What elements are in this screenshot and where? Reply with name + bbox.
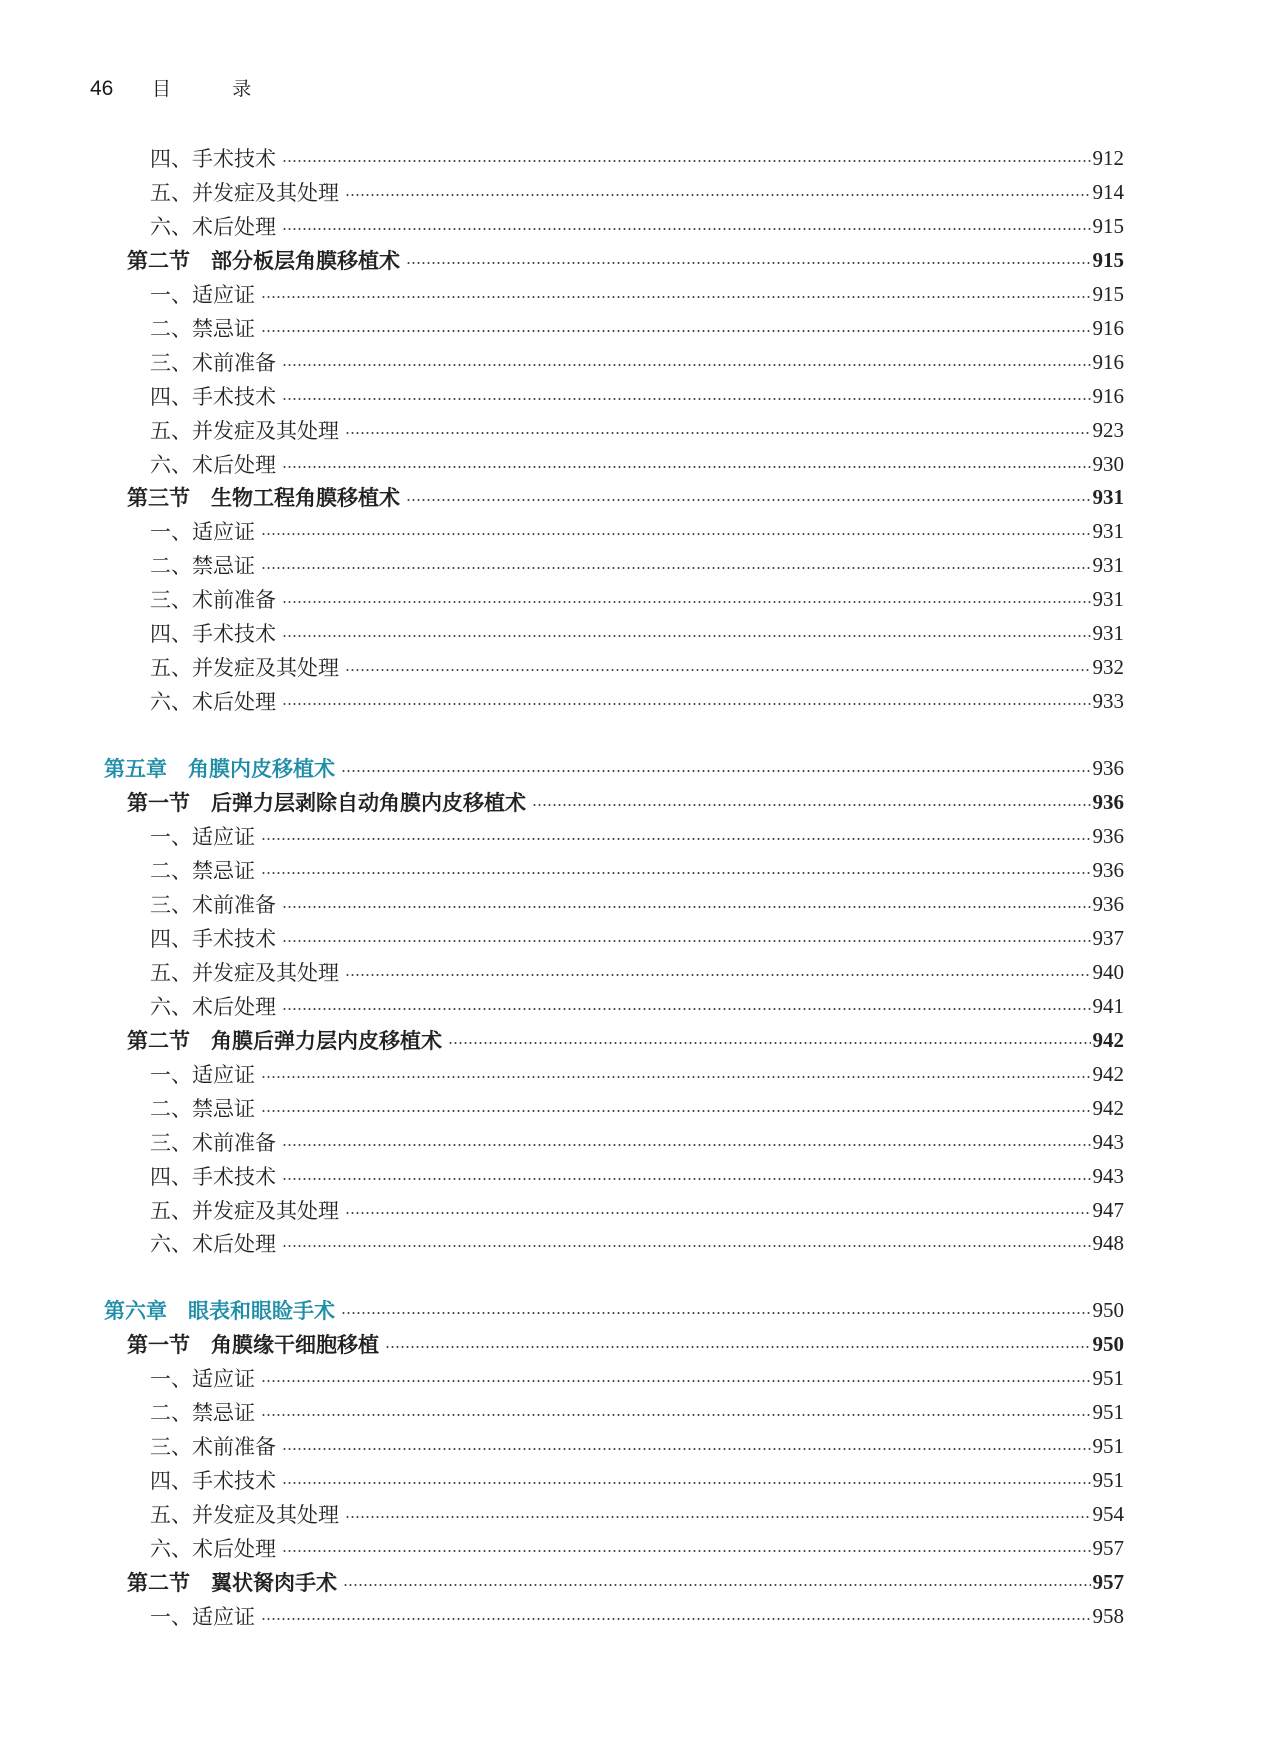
toc-entry-page: 915	[1092, 247, 1124, 272]
toc-section-entry	[127, 243, 1124, 277]
toc-entry-page: 936	[1092, 755, 1124, 780]
toc-item-entry	[150, 1057, 1124, 1091]
toc-entry-page: 931	[1092, 586, 1124, 611]
toc-item-entry	[150, 887, 1124, 921]
dot-leader	[261, 838, 1091, 840]
toc-entry-title: 二、禁忌证	[150, 859, 255, 883]
toc-item-entry	[150, 1159, 1124, 1193]
dot-leader	[282, 1550, 1091, 1552]
toc-entry-title: 一、适应证	[150, 520, 255, 544]
dot-leader	[345, 974, 1091, 976]
toc-entry-title: 三、术前准备	[150, 1131, 276, 1155]
dot-leader	[282, 1448, 1091, 1450]
toc-item-entry	[150, 175, 1124, 209]
toc-item-entry	[150, 650, 1124, 684]
toc-entry-title: 六、术后处理	[150, 215, 276, 239]
toc-item-entry	[150, 447, 1124, 481]
toc-entry-page: 916	[1092, 383, 1124, 408]
dot-leader	[282, 1245, 1091, 1247]
dot-leader	[282, 703, 1091, 705]
toc-entry-page: 942	[1092, 1061, 1124, 1086]
toc-item-entry	[150, 514, 1124, 548]
toc-entry-title: 三、术前准备	[150, 588, 276, 612]
page-number: 46	[90, 77, 114, 100]
toc-entry-page: 951	[1092, 1433, 1124, 1458]
dot-leader	[261, 1414, 1091, 1416]
toc-item-entry	[150, 277, 1124, 311]
toc-entry-title: 四、手术技术	[150, 927, 276, 951]
toc-entry-title: 第三节 生物工程角膜移植术	[127, 485, 400, 510]
toc-item-entry	[150, 1497, 1124, 1531]
toc-entry-page: 916	[1092, 315, 1124, 340]
toc-entry-page: 954	[1092, 1501, 1124, 1526]
toc-entry-page: 950	[1092, 1297, 1124, 1322]
dot-leader	[261, 567, 1091, 569]
toc-item-entry	[150, 548, 1124, 582]
toc-entry-title: 第二节 角膜后弹力层内皮移植术	[127, 1028, 442, 1053]
toc-entry-page: 937	[1092, 925, 1124, 950]
dot-leader	[282, 1178, 1091, 1180]
dot-leader	[282, 1144, 1091, 1146]
toc-item-entry	[150, 209, 1124, 243]
toc-item-entry	[150, 1193, 1124, 1227]
toc-item-entry	[150, 921, 1124, 955]
toc-entry-page: 941	[1092, 993, 1124, 1018]
dot-leader	[261, 296, 1091, 298]
toc-entry-page: 914	[1092, 179, 1124, 204]
toc-entry-title: 五、并发症及其处理	[150, 656, 339, 680]
toc-entry-title: 一、适应证	[150, 1605, 255, 1629]
toc-entry-title: 二、禁忌证	[150, 554, 255, 578]
toc-item-entry	[150, 1091, 1124, 1125]
toc-entry-page: 931	[1092, 518, 1124, 543]
toc-entry-page: 936	[1092, 789, 1124, 814]
toc-entry-page: 948	[1092, 1230, 1124, 1255]
toc-item-entry	[150, 1125, 1124, 1159]
toc-entry-title: 六、术后处理	[150, 1232, 276, 1256]
toc-entry-title: 五、并发症及其处理	[150, 1503, 339, 1527]
dot-leader	[345, 194, 1091, 196]
toc-item-entry	[150, 1395, 1124, 1429]
toc-item-entry	[150, 141, 1124, 175]
toc-entry-title: 第五章 角膜内皮移植术	[104, 757, 335, 781]
dot-leader	[261, 330, 1091, 332]
toc-entry-page: 932	[1092, 654, 1124, 679]
dot-leader	[282, 228, 1091, 230]
toc-entry-page: 936	[1092, 891, 1124, 916]
toc-chapter-entry	[104, 751, 1124, 785]
toc-entry-title: 二、禁忌证	[150, 1401, 255, 1425]
toc-entry-title: 第六章 眼表和眼睑手术	[104, 1299, 335, 1323]
dot-leader	[341, 770, 1091, 772]
toc-entry-page: 957	[1092, 1569, 1124, 1594]
dot-leader	[282, 398, 1091, 400]
toc-entry-page: 916	[1092, 349, 1124, 374]
toc-entry-title: 三、术前准备	[150, 351, 276, 375]
dot-leader	[345, 1212, 1091, 1214]
toc-item-entry	[150, 955, 1124, 989]
dot-leader	[532, 804, 1091, 806]
dot-leader	[406, 262, 1091, 264]
toc-section-entry	[127, 785, 1124, 819]
toc-section-entry	[127, 1327, 1124, 1361]
toc-chapter-entry	[104, 1293, 1124, 1327]
toc-entry-page: 931	[1092, 552, 1124, 577]
dot-leader	[261, 533, 1091, 535]
toc-entry-page: 940	[1092, 959, 1124, 984]
dot-leader	[261, 1618, 1091, 1620]
dot-leader	[261, 1076, 1091, 1078]
toc-item-entry	[150, 1599, 1124, 1633]
toc-entry-title: 二、禁忌证	[150, 1097, 255, 1121]
toc-entry-page: 951	[1092, 1399, 1124, 1424]
toc-entry-title: 一、适应证	[150, 825, 255, 849]
dot-leader	[282, 635, 1091, 637]
dot-leader	[341, 1312, 1091, 1314]
toc-entry-page: 933	[1092, 688, 1124, 713]
toc-entry-title: 五、并发症及其处理	[150, 419, 339, 443]
toc-entry-page: 936	[1092, 823, 1124, 848]
toc-entry-title: 六、术后处理	[150, 1537, 276, 1561]
toc-item-entry	[150, 1429, 1124, 1463]
toc-item-entry	[150, 684, 1124, 718]
toc-entry-title: 第二节 部分板层角膜移植术	[127, 248, 400, 273]
dot-leader	[282, 940, 1091, 942]
toc-entry-title: 三、术前准备	[150, 1435, 276, 1459]
dot-leader	[343, 1584, 1091, 1586]
toc-section-entry	[127, 1565, 1124, 1599]
toc-entry-title: 一、适应证	[150, 1063, 255, 1087]
toc-entry-title: 第二节 翼状胬肉手术	[127, 1570, 337, 1595]
dot-leader	[282, 364, 1091, 366]
toc-entry-title: 四、手术技术	[150, 1165, 276, 1189]
toc-section-entry	[127, 1023, 1124, 1057]
toc-entry-page: 923	[1092, 417, 1124, 442]
toc-item-entry	[150, 413, 1124, 447]
toc-entry-page: 943	[1092, 1163, 1124, 1188]
toc-item-entry	[150, 1361, 1124, 1395]
dot-leader	[282, 1008, 1091, 1010]
toc-entry-title: 三、术前准备	[150, 893, 276, 917]
toc-entry-page: 958	[1092, 1603, 1124, 1628]
toc-item-entry	[150, 379, 1124, 413]
dot-leader	[261, 1110, 1091, 1112]
toc-entry-title: 六、术后处理	[150, 453, 276, 477]
toc-entry-page: 957	[1092, 1535, 1124, 1560]
toc-entry-title: 四、手术技术	[150, 147, 276, 171]
dot-leader	[282, 160, 1091, 162]
toc-entry-title: 第一节 后弹力层剥除自动角膜内皮移植术	[127, 790, 526, 815]
toc-entry-page: 930	[1092, 451, 1124, 476]
toc-entry-title: 一、适应证	[150, 1367, 255, 1391]
toc-entry-title: 六、术后处理	[150, 690, 276, 714]
toc-entry-page: 950	[1092, 1331, 1124, 1356]
toc-entry-page: 936	[1092, 857, 1124, 882]
page-header	[90, 74, 279, 101]
dot-leader	[345, 669, 1091, 671]
toc-item-entry	[150, 345, 1124, 379]
toc-item-entry	[150, 582, 1124, 616]
toc-item-entry	[150, 989, 1124, 1023]
toc-entry-page: 951	[1092, 1365, 1124, 1390]
toc-entry-page: 943	[1092, 1129, 1124, 1154]
toc-entry-title: 五、并发症及其处理	[150, 961, 339, 985]
dot-leader	[345, 432, 1091, 434]
toc-item-entry	[150, 616, 1124, 650]
toc-item-entry	[150, 1463, 1124, 1497]
toc-entry-page: 947	[1092, 1197, 1124, 1222]
toc-entry-page: 915	[1092, 281, 1124, 306]
toc-item-entry	[150, 1531, 1124, 1565]
dot-leader	[282, 601, 1091, 603]
toc-entry-title: 四、手术技术	[150, 622, 276, 646]
toc-entry-title: 五、并发症及其处理	[150, 1199, 339, 1223]
dot-leader	[282, 906, 1091, 908]
toc-entry-title: 四、手术技术	[150, 1469, 276, 1493]
dot-leader	[282, 1482, 1091, 1484]
toc-entry-page: 931	[1092, 620, 1124, 645]
toc-entry-page: 931	[1092, 484, 1124, 509]
toc-entry-title: 六、术后处理	[150, 995, 276, 1019]
toc-entry-title: 第一节 角膜缘干细胞移植	[127, 1332, 379, 1357]
toc-entry-page: 942	[1092, 1095, 1124, 1120]
toc-item-entry	[150, 819, 1124, 853]
dot-leader	[406, 499, 1091, 501]
toc-entry-title: 四、手术技术	[150, 385, 276, 409]
dot-leader	[345, 1516, 1091, 1518]
toc-item-entry	[150, 1226, 1124, 1260]
dot-leader	[282, 466, 1091, 468]
toc-entry-page: 942	[1092, 1027, 1124, 1052]
toc-entry-page: 912	[1092, 145, 1124, 170]
dot-leader	[385, 1346, 1091, 1348]
dot-leader	[448, 1042, 1091, 1044]
toc-item-entry	[150, 853, 1124, 887]
dot-leader	[261, 872, 1091, 874]
toc-entry-page: 915	[1092, 213, 1124, 238]
toc-entry-title: 一、适应证	[150, 283, 255, 307]
toc-item-entry	[150, 311, 1124, 345]
dot-leader	[261, 1380, 1091, 1382]
toc-section-entry	[127, 480, 1124, 514]
toc-entry-title: 五、并发症及其处理	[150, 181, 339, 205]
toc-entry-page: 951	[1092, 1467, 1124, 1492]
page-title: 目 录	[152, 79, 280, 100]
toc-entry-title: 二、禁忌证	[150, 317, 255, 341]
